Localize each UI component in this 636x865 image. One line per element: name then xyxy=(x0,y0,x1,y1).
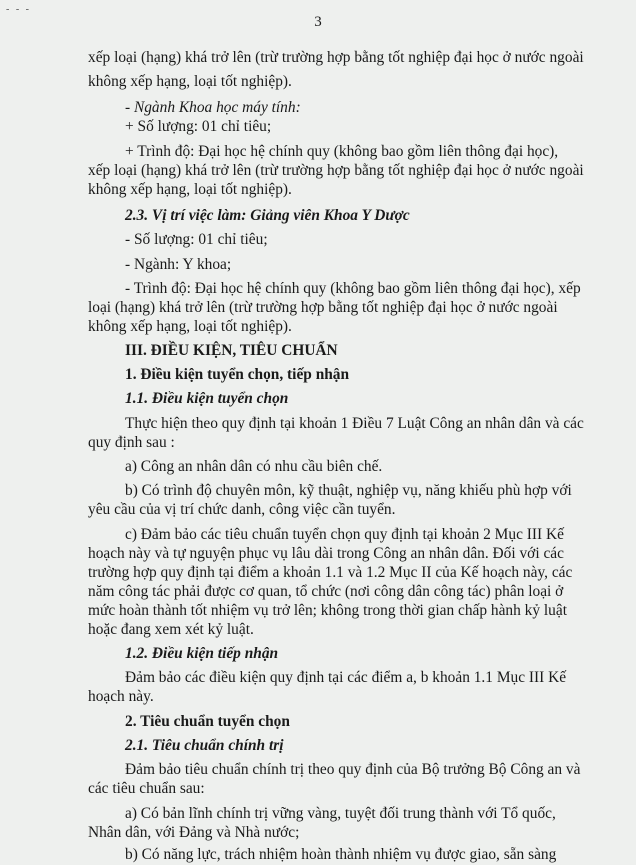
text-line: không xếp hạng, loại tốt nghiệp). xyxy=(88,318,292,335)
text-line: loại (hạng) khá trở lên (trừ trường hợp bằng tốt nghiệp đại học ở nước ngoài xyxy=(88,299,558,316)
text-line: hoặc đang xem xét kỷ luật. xyxy=(88,621,254,638)
scan-corner-mark: - - - xyxy=(6,4,31,15)
text-line: a) Công an nhân dân có nhu cầu biên chế. xyxy=(125,458,383,475)
text-line: Nhân dân, với Đảng và Nhà nước; xyxy=(88,824,300,841)
text-line: xếp loại (hạng) khá trở lên (trừ trường hợp bằng tốt nghiệp đại học ở nước ngoài xyxy=(88,49,584,66)
text-line: trường hợp quy định tại điểm a khoản 1.1 và 1.2 Mục II của Kế hoạch này, các xyxy=(88,564,573,581)
section-heading: III. ĐIỀU KIỆN, TIÊU CHUẨN xyxy=(125,342,338,359)
section-heading: 1.1. Điều kiện tuyển chọn xyxy=(125,390,289,407)
text-line: - Ngành: Y khoa; xyxy=(125,256,232,273)
text-line: Thực hiện theo quy định tại khoản 1 Điều 7 Luật Công an nhân dân và các xyxy=(125,415,584,432)
text-line: b) Có trình độ chuyên môn, kỹ thuật, nghiệp vụ, năng khiếu phù hợp với xyxy=(125,482,572,499)
text-line: c) Đảm bảo các tiêu chuẩn tuyển chọn quy định tại khoản 2 Mục III Kế xyxy=(125,526,564,543)
text-line: mức hoàn thành tốt nhiệm vụ trở lên; không trong thời gian chấp hành kỷ luật xyxy=(88,602,567,619)
text-line: a) Có bản lĩnh chính trị vững vàng, tuyệt đối trung thành với Tổ quốc, xyxy=(125,805,556,822)
text-line: xếp loại (hạng) khá trở lên (trừ trường hợp bằng tốt nghiệp đại học ở nước ngoài xyxy=(88,162,584,179)
text-line: + Trình độ: Đại học hệ chính quy (không bao gồm liên thông đại học), xyxy=(125,143,559,160)
text-line: hoạch này và tự nguyện phục vụ lâu dài trong Công an nhân dân. Đối với các xyxy=(88,545,564,562)
text-line: b) Có năng lực, trách nhiệm hoàn thành nhiệm vụ được giao, sẵn sàng xyxy=(125,846,557,863)
text-line: + Số lượng: 01 chỉ tiêu; xyxy=(125,118,272,135)
section-heading: 2.3. Vị trí việc làm: Giảng viên Khoa Y Dược xyxy=(125,207,410,224)
text-line: không xếp hạng, loại tốt nghiệp). xyxy=(88,181,292,198)
text-line: không xếp hạng, loại tốt nghiệp). xyxy=(88,73,292,90)
text-line: quy định sau : xyxy=(88,434,175,451)
text-line: - Số lượng: 01 chỉ tiêu; xyxy=(125,231,268,248)
text-line: Đảm bảo tiêu chuẩn chính trị theo quy định của Bộ trưởng Bộ Công an và xyxy=(125,761,581,778)
section-heading: 2. Tiêu chuẩn tuyển chọn xyxy=(125,713,290,730)
section-heading: 2.1. Tiêu chuẩn chính trị xyxy=(125,737,284,754)
text-line: hoạch này. xyxy=(88,688,154,705)
text-line: năm công tác phải được cơ quan, tổ chức (nơi công dân công tác) phân loại ở xyxy=(88,583,564,600)
text-line: Đảm bảo các điều kiện quy định tại các điểm a, b khoản 1.1 Mục III Kế xyxy=(125,669,567,686)
text-line: các tiêu chuẩn sau: xyxy=(88,780,205,797)
section-heading: 1.2. Điều kiện tiếp nhận xyxy=(125,645,279,662)
section-heading: 1. Điều kiện tuyển chọn, tiếp nhận xyxy=(125,366,350,383)
subsection-label: - Ngành Khoa học máy tính: xyxy=(125,99,301,116)
text-line: - Trình độ: Đại học hệ chính quy (không bao gồm liên thông đại học), xếp xyxy=(125,280,581,297)
text-line: yêu cầu của vị trí chức danh, công việc cần tuyển. xyxy=(88,501,396,518)
page-number: 3 xyxy=(314,14,322,30)
